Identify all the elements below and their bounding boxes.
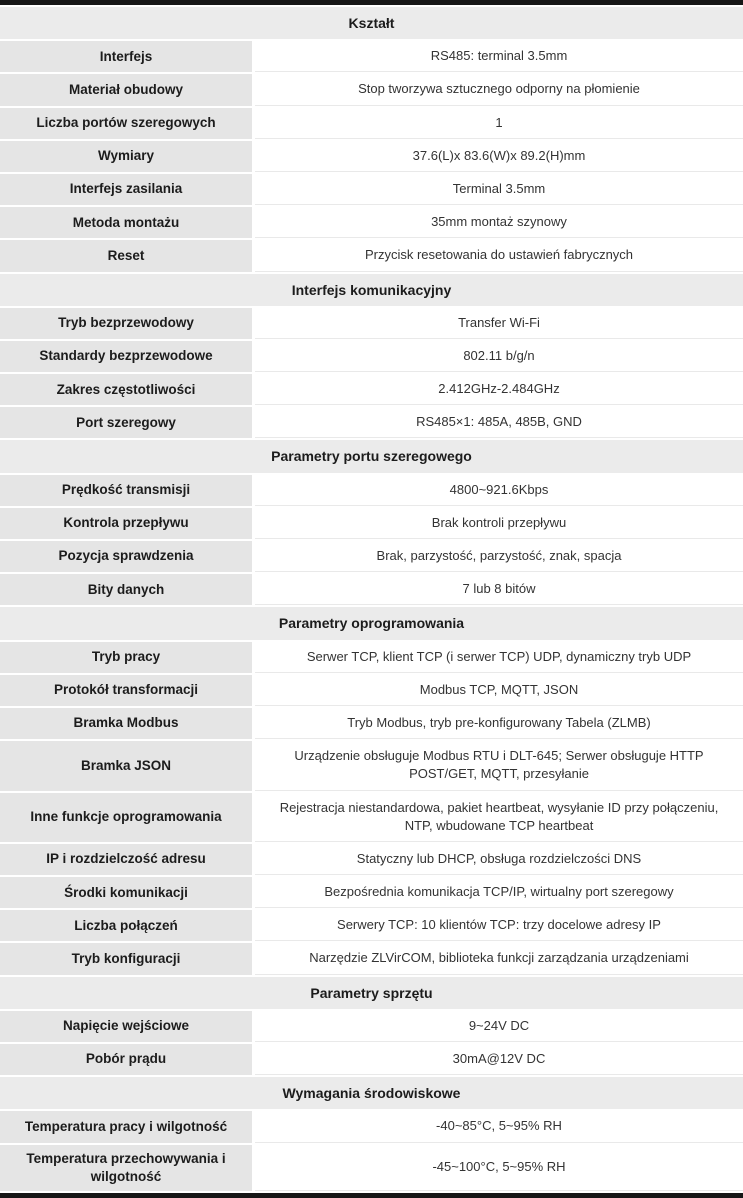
spec-value: 37.6(L)x 83.6(W)x 89.2(H)mm — [255, 141, 743, 172]
spec-value: Stop tworzywa sztucznego odporny na płomienie — [255, 74, 743, 105]
table-row — [0, 574, 743, 605]
spec-value: Serwery TCP: 10 klientów TCP: trzy docelowe adresy IP — [255, 910, 743, 941]
table-row — [0, 141, 743, 172]
table-row — [0, 1011, 743, 1042]
spec-label: Tryb bezprzewodowy — [0, 308, 252, 339]
section-ksztalt — [0, 7, 743, 272]
section-wymagania-srodowiskowe — [0, 1077, 743, 1191]
table-row — [0, 341, 743, 372]
spec-value: Przycisk resetowania do ustawień fabrycznych — [255, 240, 743, 271]
spec-value: Terminal 3.5mm — [255, 174, 743, 205]
spec-table — [0, 7, 743, 1191]
spec-label: Tryb pracy — [0, 642, 252, 673]
spec-value: Tryb Modbus, tryb pre-konfigurowany Tabela (ZLMB) — [255, 708, 743, 739]
spec-value: Statyczny lub DHCP, obsługa rozdzielczości DNS — [255, 844, 743, 875]
spec-label: Standardy bezprzewodowe — [0, 341, 252, 372]
spec-label: Kontrola przepływu — [0, 508, 252, 539]
section-title: Wymagania środowiskowe — [0, 1077, 743, 1109]
table-row — [0, 844, 743, 875]
spec-value: 35mm montaż szynowy — [255, 207, 743, 238]
spec-label: Interfejs — [0, 41, 252, 72]
spec-label: Port szeregowy — [0, 407, 252, 438]
table-row — [0, 741, 743, 790]
table-row — [0, 1145, 743, 1191]
table-row — [0, 308, 743, 339]
section-title: Kształt — [0, 7, 743, 39]
spec-label: Pozycja sprawdzenia — [0, 541, 252, 572]
section-parametry-oprogramowania — [0, 607, 743, 974]
table-row — [0, 943, 743, 974]
table-row — [0, 74, 743, 105]
section-title: Parametry oprogramowania — [0, 607, 743, 639]
table-row — [0, 508, 743, 539]
section-interfejs-komunikacyjny — [0, 274, 743, 439]
spec-label: Metoda montażu — [0, 207, 252, 238]
section-title: Parametry sprzętu — [0, 977, 743, 1009]
table-row — [0, 108, 743, 139]
spec-label: Materiał obudowy — [0, 74, 252, 105]
table-row — [0, 475, 743, 506]
section-parametry-sprzetu — [0, 977, 743, 1076]
spec-value: Bezpośrednia komunikacja TCP/IP, wirtualny port szeregowy — [255, 877, 743, 908]
table-row — [0, 877, 743, 908]
table-row — [0, 793, 743, 842]
spec-label: Temperatura pracy i wilgotność — [0, 1111, 252, 1142]
table-row — [0, 207, 743, 238]
spec-label: IP i rozdzielczość adresu — [0, 844, 252, 875]
spec-label: Temperatura przechowywania i wilgotność — [0, 1145, 252, 1191]
spec-label: Pobór prądu — [0, 1044, 252, 1075]
spec-value: RS485: terminal 3.5mm — [255, 41, 743, 72]
table-row — [0, 374, 743, 405]
spec-value: 9~24V DC — [255, 1011, 743, 1042]
spec-value: 1 — [255, 108, 743, 139]
spec-value: Transfer Wi-Fi — [255, 308, 743, 339]
spec-label: Protokół transformacji — [0, 675, 252, 706]
spec-value: 30mA@12V DC — [255, 1044, 743, 1075]
section-title: Interfejs komunikacyjny — [0, 274, 743, 306]
table-row — [0, 910, 743, 941]
spec-value: Modbus TCP, MQTT, JSON — [255, 675, 743, 706]
spec-value: Urządzenie obsługuje Modbus RTU i DLT-645; Serwer obsługuje HTTP POST/GET, MQTT, przesyłanie — [255, 741, 743, 790]
spec-value: Brak kontroli przepływu — [255, 508, 743, 539]
table-row — [0, 1111, 743, 1142]
spec-value: 802.11 b/g/n — [255, 341, 743, 372]
table-row — [0, 407, 743, 438]
spec-value: 2.412GHz-2.484GHz — [255, 374, 743, 405]
spec-label: Środki komunikacji — [0, 877, 252, 908]
table-row — [0, 642, 743, 673]
spec-label: Wymiary — [0, 141, 252, 172]
spec-value: 7 lub 8 bitów — [255, 574, 743, 605]
table-row — [0, 1044, 743, 1075]
spec-value: Brak, parzystość, parzystość, znak, spacja — [255, 541, 743, 572]
table-row — [0, 41, 743, 72]
spec-label: Bity danych — [0, 574, 252, 605]
spec-label: Inne funkcje oprogramowania — [0, 793, 252, 842]
page-bottom-border — [0, 1193, 743, 1198]
spec-value: -40~85°C, 5~95% RH — [255, 1111, 743, 1142]
section-title: Parametry portu szeregowego — [0, 440, 743, 472]
table-row — [0, 675, 743, 706]
spec-value: Serwer TCP, klient TCP (i serwer TCP) UDP, dynamiczny tryb UDP — [255, 642, 743, 673]
spec-value: -45~100°C, 5~95% RH — [255, 1145, 743, 1191]
spec-value: 4800~921.6Kbps — [255, 475, 743, 506]
spec-value: Narzędzie ZLVirCOM, biblioteka funkcji zarządzania urządzeniami — [255, 943, 743, 974]
spec-label: Prędkość transmisji — [0, 475, 252, 506]
section-parametry-portu-szeregowego — [0, 440, 743, 605]
spec-label: Zakres częstotliwości — [0, 374, 252, 405]
page-top-border — [0, 0, 743, 5]
spec-label: Interfejs zasilania — [0, 174, 252, 205]
table-row — [0, 240, 743, 271]
spec-label: Bramka JSON — [0, 741, 252, 790]
table-row — [0, 541, 743, 572]
spec-label: Liczba portów szeregowych — [0, 108, 252, 139]
spec-label: Reset — [0, 240, 252, 271]
spec-label: Bramka Modbus — [0, 708, 252, 739]
spec-label: Tryb konfiguracji — [0, 943, 252, 974]
spec-label: Napięcie wejściowe — [0, 1011, 252, 1042]
spec-label: Liczba połączeń — [0, 910, 252, 941]
spec-value: RS485×1: 485A, 485B, GND — [255, 407, 743, 438]
table-row — [0, 708, 743, 739]
spec-value: Rejestracja niestandardowa, pakiet heartbeat, wysyłanie ID przy połączeniu, NTP, wbudowane TCP heartbeat — [255, 793, 743, 842]
table-row — [0, 174, 743, 205]
